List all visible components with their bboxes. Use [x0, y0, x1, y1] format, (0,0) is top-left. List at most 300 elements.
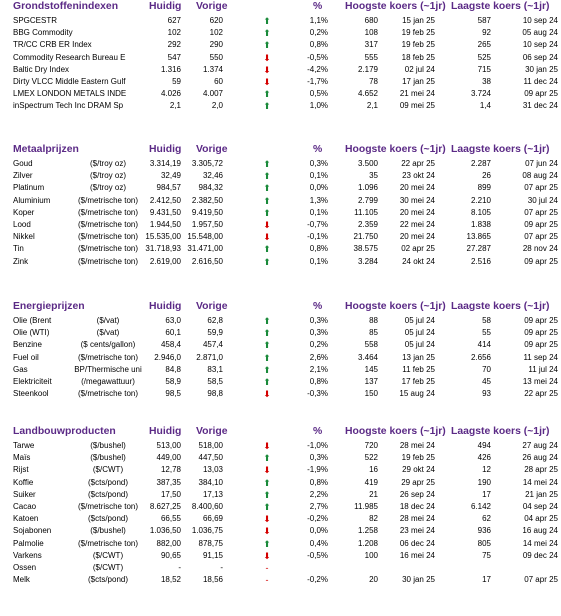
high-value: 16: [369, 465, 378, 475]
section-1: [0, 143, 561, 268]
column-header-lo-h: Laagste koers (~1jr): [451, 144, 550, 155]
column-header-name-h: Metaalprijzen: [13, 144, 79, 155]
current-price: 15.535,00: [145, 232, 181, 242]
column-header-hi-h: Hoogste koers (~1jr): [345, 301, 446, 312]
high-value: 78: [369, 76, 378, 86]
current-price: 984,57: [156, 183, 181, 193]
high-value: 3.284: [357, 256, 378, 266]
low-date: 14 mei 24: [522, 538, 558, 548]
unit-label: BP/Thermische uni: [74, 364, 142, 374]
low-date: 04 apr 25: [524, 514, 558, 524]
previous-price: 8.400,60: [191, 501, 223, 511]
commodity-name: Platinum: [13, 183, 45, 193]
previous-price: 102: [209, 28, 223, 38]
column-header-pct-h: %: [313, 144, 323, 155]
low-value: 58: [482, 316, 491, 325]
table-row: [0, 339, 561, 351]
high-date: 28 mei 24: [399, 441, 435, 450]
high-date: 11 feb 25: [402, 364, 435, 374]
percent-change: -0,5%: [307, 52, 328, 62]
unit-label: ($cts/pond): [87, 514, 129, 524]
table-row: [0, 364, 561, 376]
column-header-pct-h: %: [313, 1, 323, 12]
unit-label: ($/metrische ton): [77, 195, 139, 205]
high-value: 20: [369, 575, 378, 585]
up-arrow-icon: ⬆: [263, 207, 271, 218]
down-arrow-icon: ⬇: [263, 76, 271, 87]
current-price: 63,0: [165, 316, 181, 325]
column-header-name-h: Energieprijzen: [13, 301, 85, 312]
up-arrow-icon: ⬆: [263, 364, 271, 375]
column-header-prev-h: Vorige: [196, 144, 228, 155]
low-date: 13 mei 24: [522, 376, 558, 386]
table-row: [0, 477, 561, 489]
low-date: 09 apr 25: [524, 328, 558, 338]
low-value: 55: [482, 328, 491, 338]
column-header-prev-h: Vorige: [196, 301, 228, 312]
commodity-name: Tarwe: [13, 441, 35, 450]
dash-icon: -: [265, 562, 269, 573]
unit-label: ($ cents/gallon): [80, 340, 136, 350]
low-value: 6.142: [470, 501, 491, 511]
commodity-name: Dirty VLCC Middle Eastern Gulf: [13, 76, 126, 86]
previous-price: 98,8: [207, 389, 223, 399]
commodity-name: Katoen: [13, 514, 39, 524]
low-date: 11 jul 24: [528, 364, 558, 374]
low-value: 2.656: [470, 352, 491, 362]
current-price: 8.627,25: [149, 501, 181, 511]
up-arrow-icon: ⬆: [263, 28, 271, 39]
current-price: 1.316: [160, 64, 181, 74]
high-value: 21: [369, 489, 378, 499]
commodity-name: TR/CC CRB ER Index: [13, 40, 92, 50]
table-row: [0, 158, 561, 170]
previous-price: 1.957,50: [191, 219, 223, 229]
low-value: 414: [477, 340, 491, 350]
up-arrow-icon: ⬆: [263, 340, 271, 351]
current-price: 12,78: [160, 465, 181, 475]
up-arrow-icon: ⬆: [263, 159, 271, 169]
unit-label: ($cts/pond): [87, 489, 129, 499]
previous-price: 447,50: [198, 453, 223, 463]
table-row: [0, 440, 561, 452]
previous-price: 384,10: [198, 477, 223, 487]
percent-change: 0,5%: [309, 89, 328, 99]
current-price: 9.431,50: [149, 207, 181, 217]
commodity-name: LMEX LONDON METALS INDE: [13, 89, 127, 99]
high-value: 680: [364, 16, 378, 25]
table-row: [0, 388, 561, 400]
table-row: [0, 52, 561, 64]
percent-change: -0,2%: [307, 575, 328, 585]
high-date: 15 jan 25: [402, 16, 435, 25]
section-header: [0, 0, 561, 15]
unit-label: ($/bushel): [90, 441, 126, 450]
high-value: 3.500: [357, 159, 378, 168]
high-date: 20 mei 24: [399, 232, 435, 242]
column-header-lo-h: Laagste koers (~1jr): [451, 301, 550, 312]
current-price: 59: [172, 76, 181, 86]
high-date: 30 mei 24: [399, 195, 435, 205]
commodity-name: Sojabonen: [13, 526, 52, 536]
current-price: 84,8: [165, 364, 181, 374]
previous-price: 66,69: [202, 514, 223, 524]
table-row: [0, 525, 561, 537]
percent-change: -0,2%: [307, 514, 328, 524]
column-header-name-h: Landbouwproducten: [13, 426, 116, 437]
previous-price: 18,56: [202, 575, 223, 585]
commodity-name: SPGCESTR: [13, 16, 58, 25]
commodity-name: Olie (Brent: [13, 316, 52, 325]
column-header-pct-h: %: [313, 426, 323, 437]
commodity-name: Tin: [13, 244, 24, 254]
low-date: 16 aug 24: [522, 526, 558, 536]
current-price: 547: [167, 52, 181, 62]
percent-change: -0,5%: [307, 550, 328, 560]
percent-change: -0,3%: [307, 389, 328, 399]
high-value: 3.464: [357, 352, 378, 362]
commodity-name: Maïs: [13, 453, 31, 463]
low-date: 10 sep 24: [522, 16, 558, 25]
high-value: 11.985: [354, 501, 378, 511]
previous-price: 2.382,50: [191, 195, 223, 205]
low-date: 11 dec 24: [523, 76, 558, 86]
high-date: 06 dec 24: [399, 538, 435, 548]
up-arrow-icon: ⬆: [263, 477, 271, 488]
commodity-name: Steenkool: [13, 389, 49, 399]
unit-label: ($/CWT): [92, 550, 124, 560]
up-arrow-icon: ⬆: [263, 171, 271, 182]
percent-change: 0,1%: [309, 207, 328, 217]
commodity-name: Varkens: [13, 550, 42, 560]
table-row: [0, 39, 561, 51]
percent-change: 0,8%: [309, 40, 328, 50]
percent-change: 2,6%: [309, 352, 328, 362]
table-row: [0, 231, 561, 243]
low-value: 494: [477, 441, 491, 450]
unit-label: ($/metrische ton): [77, 501, 139, 511]
previous-price: 83,1: [207, 364, 223, 374]
table-row: [0, 513, 561, 525]
previous-price: 60: [214, 76, 223, 86]
column-header-prev-h: Vorige: [196, 1, 228, 12]
high-date: 20 mei 24: [399, 207, 435, 217]
table-row: [0, 243, 561, 255]
low-value: 587: [477, 16, 491, 25]
low-value: 93: [482, 389, 491, 399]
low-date: 09 apr 25: [524, 316, 558, 325]
down-arrow-icon: ⬇: [263, 52, 271, 63]
up-arrow-icon: ⬆: [263, 352, 271, 363]
high-date: 18 feb 25: [401, 52, 435, 62]
low-date: 04 sep 24: [522, 501, 558, 511]
low-date: 10 sep 24: [522, 40, 558, 50]
up-arrow-icon: ⬆: [263, 501, 271, 512]
low-value: 1,4: [479, 101, 491, 111]
low-date: 09 dec 24: [522, 550, 558, 560]
high-value: 1.208: [357, 538, 378, 548]
unit-label: ($/bushel): [90, 453, 126, 463]
table-row: [0, 538, 561, 550]
current-price: 513,00: [156, 441, 181, 450]
down-arrow-icon: ⬇: [263, 526, 271, 537]
column-header-lo-h: Laagste koers (~1jr): [451, 426, 550, 437]
up-arrow-icon: ⬆: [263, 244, 271, 255]
down-arrow-icon: ⬇: [263, 550, 271, 561]
percent-change: 1,0%: [309, 101, 328, 111]
commodity-name: Baltic Dry Index: [13, 64, 70, 74]
section-3: [0, 425, 561, 586]
low-date: 05 aug 24: [522, 28, 558, 38]
high-value: 317: [364, 40, 378, 50]
low-value: 12: [482, 465, 491, 475]
commodity-name: Olie (WTI): [13, 328, 50, 338]
high-date: 20 mei 24: [399, 183, 435, 193]
table-row: [0, 376, 561, 388]
high-date: 18 dec 24: [399, 501, 435, 511]
percent-change: 2,7%: [309, 501, 328, 511]
percent-change: -4,2%: [307, 64, 328, 74]
previous-price: 59,9: [207, 328, 223, 338]
up-arrow-icon: ⬆: [263, 195, 271, 206]
current-price: 2.619,00: [149, 256, 181, 266]
table-row: [0, 207, 561, 219]
unit-label: ($/metrische ton): [77, 232, 139, 242]
commodity-name: Koffie: [13, 477, 34, 487]
previous-price: 984,32: [198, 183, 223, 193]
high-date: 22 mei 24: [399, 219, 435, 229]
commodity-name: Koper: [13, 207, 35, 217]
table-row: [0, 327, 561, 339]
column-header-cur-h: Huidig: [149, 426, 182, 437]
up-arrow-icon: ⬆: [263, 89, 271, 100]
previous-price: 550: [209, 52, 223, 62]
commodity-name: Zink: [13, 256, 29, 266]
previous-price: 9.419,50: [191, 207, 223, 217]
down-arrow-icon: ⬇: [263, 64, 271, 75]
up-arrow-icon: ⬆: [263, 376, 271, 387]
commodity-name: Cacao: [13, 501, 37, 511]
high-date: 05 jul 24: [404, 340, 435, 350]
high-value: 558: [364, 340, 378, 350]
up-arrow-icon: ⬆: [263, 489, 271, 500]
percent-change: 0,3%: [309, 328, 328, 338]
current-price: 2.412,50: [149, 195, 181, 205]
current-price: 31.718,93: [145, 244, 181, 254]
previous-price: 17,13: [202, 489, 223, 499]
low-date: 07 apr 25: [524, 207, 558, 217]
low-value: 38: [482, 76, 491, 86]
down-arrow-icon: ⬇: [263, 389, 271, 400]
previous-price: 2,0: [211, 101, 223, 111]
percent-change: 0,1%: [309, 171, 328, 181]
unit-label: ($cts/pond): [87, 575, 129, 585]
table-row: [0, 76, 561, 88]
percent-change: -1,9%: [307, 465, 328, 475]
current-price: 1.036,50: [149, 526, 181, 536]
high-value: 1.258: [357, 526, 378, 536]
percent-change: -0,1%: [307, 232, 328, 242]
current-price: 102: [167, 28, 181, 38]
low-value: 62: [482, 514, 491, 524]
table-row: [0, 64, 561, 76]
high-value: 108: [364, 28, 378, 38]
dash-icon: -: [265, 575, 269, 586]
percent-change: 0,3%: [309, 316, 328, 325]
previous-price: 15.548,00: [187, 232, 223, 242]
commodity-name: inSpectrum Tech Inc DRAM Sp: [13, 101, 124, 111]
unit-label: ($/metrische ton): [77, 352, 139, 362]
percent-change: -1,0%: [307, 441, 328, 450]
section-header: [0, 300, 561, 315]
percent-change: 1,3%: [309, 195, 328, 205]
unit-label: (/megawattuur): [81, 376, 135, 386]
current-price: 387,35: [156, 477, 181, 487]
up-arrow-icon: ⬆: [263, 328, 271, 339]
commodity-name: Aluminium: [13, 195, 51, 205]
down-arrow-icon: ⬇: [263, 465, 271, 476]
high-value: 145: [364, 364, 378, 374]
high-date: 19 feb 25: [401, 453, 435, 463]
previous-price: 32,46: [202, 171, 223, 181]
current-price: 17,50: [160, 489, 181, 499]
low-value: 715: [477, 64, 491, 74]
current-price: 18,52: [160, 575, 181, 585]
high-value: 555: [364, 52, 378, 62]
current-price: 458,4: [160, 340, 181, 350]
previous-price: 1.374: [202, 64, 223, 74]
percent-change: 1,1%: [309, 16, 328, 25]
high-value: 1.096: [357, 183, 378, 193]
low-date: 27 aug 24: [522, 441, 558, 450]
low-date: 11 sep 24: [523, 352, 558, 362]
high-date: 26 sep 24: [399, 489, 435, 499]
percent-change: -1,7%: [307, 76, 328, 86]
current-price: 2,1: [169, 101, 181, 111]
current-price: 882,00: [156, 538, 181, 548]
previous-price: 878,75: [198, 538, 223, 548]
high-date: 15 aug 24: [399, 389, 435, 399]
commodity-name: Rijst: [13, 465, 29, 475]
previous-price: -: [220, 562, 223, 572]
low-date: 09 apr 25: [524, 256, 558, 266]
up-arrow-icon: ⬆: [263, 101, 271, 112]
high-value: 2.799: [357, 195, 378, 205]
commodity-name: Lood: [13, 219, 31, 229]
low-date: 09 apr 25: [524, 219, 558, 229]
unit-label: ($/metrische ton): [77, 207, 139, 217]
up-arrow-icon: ⬆: [263, 453, 271, 464]
previous-price: 58,5: [207, 376, 223, 386]
unit-label: ($/metrische ton): [77, 389, 139, 399]
percent-change: 0,0%: [309, 526, 328, 536]
commodity-name: Benzine: [13, 340, 42, 350]
high-date: 28 mei 24: [399, 514, 435, 524]
low-value: 190: [477, 477, 491, 487]
high-date: 22 apr 25: [401, 159, 435, 168]
commodity-name: Nikkel: [13, 232, 35, 242]
low-value: 17: [482, 489, 491, 499]
section-header: [0, 425, 561, 440]
table-row: [0, 256, 561, 268]
table-row: [0, 182, 561, 194]
unit-label: ($cts/pond): [87, 477, 129, 487]
current-price: 627: [167, 16, 181, 25]
table-row: [0, 352, 561, 364]
low-date: 07 apr 25: [524, 183, 558, 193]
low-date: 30 jul 24: [527, 195, 558, 205]
low-value: 2.210: [470, 195, 491, 205]
low-date: 09 apr 25: [524, 340, 558, 350]
commodity-name: Goud: [13, 159, 33, 168]
low-value: 936: [477, 526, 491, 536]
current-price: 2.946,0: [154, 352, 181, 362]
high-value: 88: [369, 316, 378, 325]
unit-label: ($/troy oz): [89, 171, 126, 181]
previous-price: 2.871,0: [196, 352, 223, 362]
percent-change: 0,2%: [309, 340, 328, 350]
percent-change: 0,2%: [309, 28, 328, 38]
high-value: 4.652: [357, 89, 378, 99]
commodity-name: Palmolie: [13, 538, 44, 548]
low-date: 30 jan 25: [525, 64, 558, 74]
unit-label: ($/metrische ton): [77, 256, 139, 266]
low-date: 07 jun 24: [525, 159, 558, 168]
high-date: 16 mei 24: [399, 550, 435, 560]
high-value: 137: [364, 376, 378, 386]
unit-label: ($/vat): [96, 316, 120, 325]
low-value: 8.105: [470, 207, 491, 217]
commodity-name: Suiker: [13, 489, 36, 499]
table-row: [0, 574, 561, 586]
previous-price: 4.007: [202, 89, 223, 99]
up-arrow-icon: ⬆: [263, 183, 271, 194]
low-date: 26 aug 24: [522, 453, 558, 463]
percent-change: 2,1%: [309, 364, 328, 374]
table-row: [0, 88, 561, 100]
high-date: 02 apr 25: [401, 244, 435, 254]
commodity-name: Ossen: [13, 562, 37, 572]
low-value: 92: [482, 28, 491, 38]
previous-price: 1.036,75: [191, 526, 223, 536]
percent-change: 2,2%: [309, 489, 328, 499]
unit-label: ($/CWT): [92, 562, 124, 572]
down-arrow-icon: ⬇: [263, 514, 271, 525]
current-price: 1.944,50: [149, 219, 181, 229]
up-arrow-icon: ⬆: [263, 256, 271, 267]
low-date: 07 apr 25: [524, 232, 558, 242]
high-date: 17 jan 25: [402, 76, 435, 86]
current-price: 4.026: [160, 89, 181, 99]
low-value: 2.287: [470, 159, 491, 168]
high-date: 21 mei 24: [399, 89, 435, 99]
unit-label: ($/metrische ton): [77, 244, 139, 254]
previous-price: 31.471,00: [187, 244, 223, 254]
table-row: [0, 501, 561, 513]
percent-change: -0,7%: [307, 219, 328, 229]
low-value: 27.287: [466, 244, 491, 254]
low-date: 08 aug 24: [522, 171, 558, 181]
high-date: 23 okt 24: [402, 171, 435, 181]
column-header-cur-h: Huidig: [149, 301, 182, 312]
high-value: 2,1: [366, 101, 378, 111]
up-arrow-icon: ⬆: [263, 316, 271, 326]
table-row: [0, 562, 561, 574]
table-row: [0, 464, 561, 476]
column-header-hi-h: Hoogste koers (~1jr): [345, 426, 446, 437]
unit-label: ($/troy oz): [89, 159, 126, 168]
high-value: 2.179: [357, 64, 378, 74]
